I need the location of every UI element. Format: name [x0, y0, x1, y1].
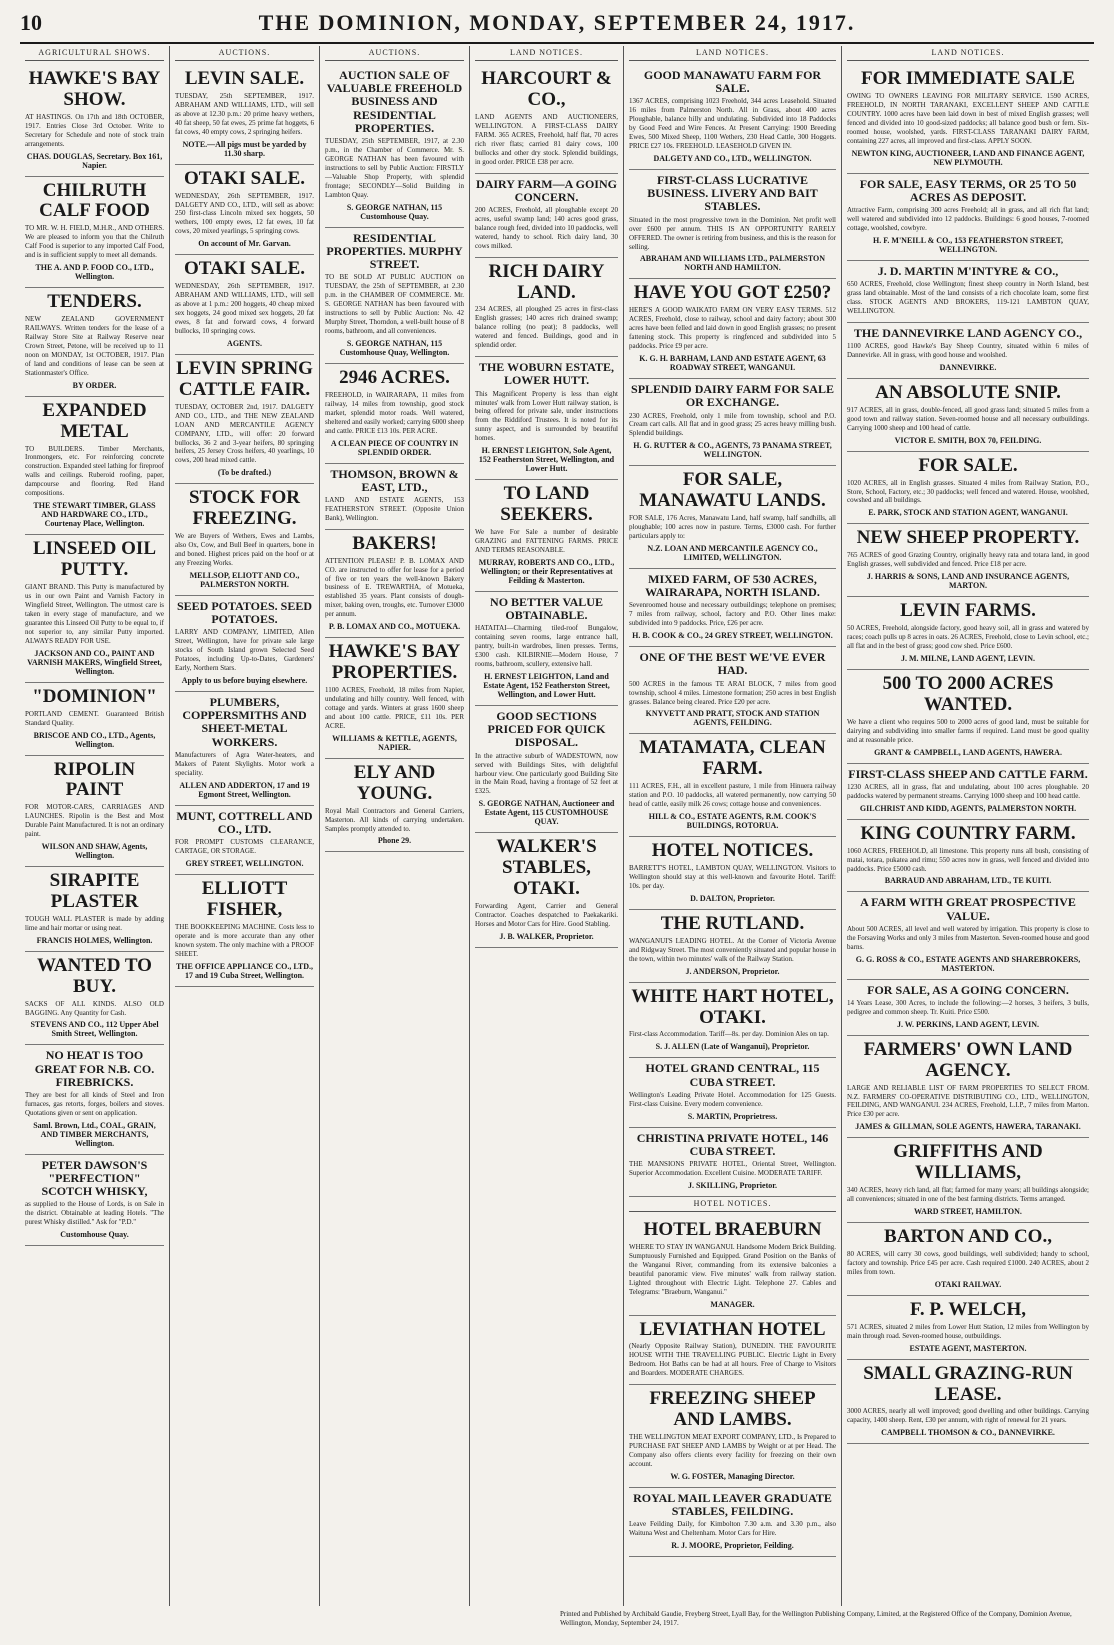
ad-heading: CHILRUTH CALF FOOD — [39, 179, 150, 222]
ad-signature: NOTE.—All pigs must be yarded by 11.30 sharp. — [182, 139, 307, 158]
ad-heading: HOTEL NOTICES. — [651, 840, 814, 862]
ad-signature: S. GEORGE NATHAN, 115 Customhouse Quay, Wellington. — [339, 338, 450, 357]
advertisement — [847, 65, 1089, 174]
ad-heading: NEW SHEEP PROPERTY. — [856, 527, 1080, 549]
ad-signature: WILLIAMS & KETTLE, AGENTS, NAPIER. — [332, 733, 457, 752]
columns — [20, 46, 1094, 1606]
masthead — [20, 8, 1094, 44]
ad-heading: OTAKI SALE. — [183, 167, 306, 189]
advertisement — [847, 597, 1089, 670]
ad-body: TUESDAY, OCTOBER 2nd, 1917. DALGETY AND CO., LTD., and THE NEW ZEALAND LOAN AND MERCANTILE AGENCY COMPANY, LTD., will offer: 20 forward bullocks, 36 2 and 3-year heifers, 80 springing heifers, 25 Jersey Cross heifers, 40 yearlings, 10 cows, 200 head mixed cattle. — [175, 402, 314, 465]
ad-heading: PETER DAWSON'S "PERFECTION" SCOTCH WHISKY, — [41, 1157, 148, 1199]
advertisement — [847, 379, 1089, 452]
ad-heading: FOR SALE. — [918, 454, 1018, 476]
advertisement — [175, 165, 314, 256]
ad-heading: FREEZING SHEEP AND LAMBS. — [649, 1388, 816, 1431]
column-4 — [470, 46, 624, 1606]
column-5 — [624, 46, 842, 1606]
ad-heading: RIPOLIN PAINT — [53, 758, 136, 801]
advertisement — [847, 452, 1089, 525]
ad-heading: MUNT, COTTRELL AND CO., LTD. — [176, 808, 313, 836]
advertisement — [475, 357, 618, 480]
ad-body: NEW ZEALAND GOVERNMENT RAILWAYS. Written tenders for the lease of a Railway Store Site at Railway Reserve near Crown Street, Petone, will be received up to 11 noon on MONDAY, 1st OCTOBER, 1917. Plan of land and conditions of lease can be seen at Stationmaster's Office. — [25, 315, 164, 377]
ad-body: About 500 ACRES, all level and well watered by irrigation. This property is close to the Forsaving Works and only 3 miles from Masterton. Seven-roomed house and good barns. — [847, 924, 1089, 951]
ad-heading: WALKER'S STABLES, OTAKI. — [496, 836, 597, 900]
ad-heading: GOOD MANAWATU FARM FOR SALE. — [643, 68, 822, 96]
ad-signature: H. ERNEST LEIGHTON, Land and Estate Agent, 152 Featherston Street, Wellington, and Lower Hutt. — [483, 672, 610, 700]
column-1 — [20, 46, 170, 1606]
advertisement — [475, 706, 618, 833]
ad-body: 500 ACRES in the famous TE ARAI BLOCK, 7 miles from good township, school 4 miles. Limestone formation; 250 acres in best English grasses. Balance being cleared. Price £20 per acre. — [629, 679, 836, 706]
ad-heading: 500 TO 2000 ACRES WANTED. — [882, 672, 1054, 715]
ad-heading: HAVE YOU GOT £250? — [633, 282, 832, 304]
advertisement — [475, 592, 618, 706]
advertisement — [847, 1036, 1089, 1139]
ad-signature: J. W. PERKINS, LAND AGENT, LEVIN. — [896, 1019, 1040, 1029]
ad-signature: NEWTON KING, AUCTIONEER, LAND AND FINANCE AGENT, NEW PLYMOUTH. — [851, 148, 1085, 167]
advertisement — [25, 535, 164, 682]
ad-heading: DAIRY FARM—A GOING CONCERN. — [476, 176, 617, 204]
ad-heading: "DOMINION" — [32, 685, 157, 707]
ad-body: FREEHOLD, in WAIRARAPA, 11 miles from railway, 14 miles from township, good stock market, splendid motor roads. Well watered, sheltered and easily worked; carrying 6000 sheep and cattle. PRICE £13 10s. PER ACRE. — [325, 390, 464, 435]
advertisement — [25, 952, 164, 1046]
ad-signature: H. F. M'NEILL & CO., 153 FEATHERSTON STREET, WELLINGTON. — [873, 235, 1063, 254]
advertisement — [847, 892, 1089, 979]
ad-signature: Apply to us before buying elsewhere. — [181, 676, 308, 686]
ad-body: THE MANSIONS PRIVATE HOTEL, Oriental Street, Wellington. Superior Accommodation. Excellent Cuisine. MODERATE TARIFF. — [629, 1160, 836, 1177]
ad-body: TO BE SOLD AT PUBLIC AUCTION on TUESDAY, the 25th of SEPTEMBER, at 2.30 p.m. in the CHAMBER OF COMMERCE. Mr. S. GEORGE NATHAN has been favoured with instructions to sell by Public Auction: No. 42 Murphy Street, Thorndon, a well-built house of 8 rooms, bathroom, and all conveniences. — [325, 273, 464, 335]
advertisement — [629, 466, 836, 569]
ad-signature: KNYVETT AND PRATT, STOCK AND STATION AGENTS, FEILDING. — [645, 709, 820, 728]
column-3 — [320, 46, 470, 1606]
ad-heading: J. D. MARTIN M'INTYRE & CO., — [877, 263, 1059, 278]
ad-signature: ESTATE AGENT, MASTERTON. — [909, 1343, 1027, 1353]
ad-body: 917 ACRES, all in grass, double-fenced, all good grass land; situated 5 miles from a good town and railway station. Seven-roomed house and all necessary outbuildings. Carrying 1000 sheep and 100 head of cattle. — [847, 405, 1089, 432]
ad-heading: KING COUNTRY FARM. — [860, 822, 1076, 844]
ad-signature: E. PARK, STOCK AND STATION AGENT, WANGANUI. — [868, 508, 1068, 518]
column-header: AGRICULTURAL SHOWS. — [25, 46, 164, 61]
advertisement — [25, 288, 164, 397]
ad-heading: 2946 ACRES. — [339, 366, 450, 388]
ad-heading: FIRST-CLASS SHEEP AND CATTLE FARM. — [848, 766, 1088, 781]
ad-signature: THE A. AND P. FOOD CO., LTD., Wellington. — [35, 263, 154, 282]
ad-signature: W. G. FOSTER, Managing Director. — [670, 1471, 795, 1481]
ad-signature: K. G. H. BARHAM, LAND AND ESTATE AGENT, 63 ROADWAY STREET, WANGANUI. — [639, 354, 826, 373]
ad-heading: BAKERS! — [352, 532, 437, 554]
ad-heading: LEVIN SPRING CATTLE FAIR. — [176, 357, 313, 400]
ad-signature: H. ERNEST LEIGHTON, Sole Agent, 152 Featherston Street, Wellington, and Lower Hutt. — [478, 446, 615, 474]
ad-heading: THE WOBURN ESTATE, LOWER HUTT. — [478, 360, 615, 388]
ad-body: WANGANUI'S LEADING HOTEL. At the Corner of Victoria Avenue and Ridgway Street. The most conveniently situated and popular house in the town, within two minutes' walk of the Railway Station. — [629, 936, 836, 963]
column-header: AUCTIONS. — [175, 46, 314, 61]
ad-signature: J. M. MILNE, LAND AGENT, LEVIN. — [900, 653, 1036, 663]
column-2 — [170, 46, 320, 1606]
ad-body: 80 ACRES, will carry 30 cows, good buildings, well subdivided; handy to school, factory and township. Price £45 per acre. Cash required £1000. 240 ACRES, about 2 miles from town. — [847, 1249, 1089, 1276]
ad-signature: Saml. Brown, Ltd., COAL, GRAIN, AND TIMBER MERCHANTS, Wellington. — [33, 1120, 156, 1148]
ad-signature: G. G. ROSS & CO., ESTATE AGENTS AND SHAREBROKERS, MASTERTON. — [855, 954, 1081, 973]
ad-body: 1020 ACRES, all in English grasses. Situated 4 miles from Railway Station, P.O., Store, School, Factory, etc.; 30 paddocks; well fenced and watered. House, woolshed, cowshed and all buildings. — [847, 478, 1089, 505]
ad-signature: THE STEWART TIMBER, GLASS AND HARDWARE CO., LTD., Courtenay Place, Wellington. — [33, 501, 156, 529]
ad-signature: BY ORDER. — [72, 380, 117, 390]
ad-heading: SEED POTATOES. SEED POTATOES. — [176, 598, 313, 627]
ad-signature: N.Z. LOAN AND MERCANTILE AGENCY CO., LIMITED, WELLINGTON. — [647, 544, 818, 562]
ad-heading: MIXED FARM, OF 530 ACRES, WAIRARAPA, NORTH ISLAND. — [645, 572, 820, 600]
ad-heading: AUCTION SALE OF VALUABLE FREEHOLD BUSINESS AND RESIDENTIAL PROPERTIES. — [326, 68, 463, 135]
ad-heading: LEVIATHAN HOTEL — [639, 1318, 826, 1340]
ad-body: Attractive Farm, comprising 300 acres Freehold; all in grass, and all rich flat land; well watered and subdivided into 12 paddocks. Buildings: 6 good houses, 7-roomed cottage, woolshed, cowbyre. — [847, 205, 1089, 232]
ad-heading: HOTEL GRAND CENTRAL, 115 CUBA STREET. — [645, 1061, 820, 1089]
advertisement — [25, 1155, 164, 1246]
advertisement — [325, 530, 464, 639]
ad-signature: A CLEAN PIECE OF COUNTRY IN SPLENDID ORDER. — [330, 438, 459, 457]
ad-signature: GREY STREET, WELLINGTON. — [185, 859, 304, 868]
advertisement — [325, 638, 464, 759]
advertisement — [25, 683, 164, 756]
advertisement — [175, 596, 314, 692]
ad-heading: THE DANNEVIRKE LAND AGENCY CO., — [853, 325, 1083, 340]
ad-body: THE WELLINGTON MEAT EXPORT COMPANY, LTD., Is Prepared to PURCHASE FAT SHEEP AND LAMBS by Weight or at per Head. The Company also offers clients every facility for freezing on their own account. — [629, 1433, 836, 1468]
page-number: 10 — [20, 10, 42, 35]
ad-body: WEDNESDAY, 26th SEPTEMBER, 1917. ABRAHAM AND WILLIAMS, LTD., will sell as above at 1 p.m.: 200 hoggets, 40 cheap mixed sex hoggets, 24 good mixed sex hoggets, 20 fat ewes, 8 fat and forward cows, 4 forward bullocks, 10 springing cows. — [175, 282, 314, 335]
ad-heading: THE RUTLAND. — [660, 912, 805, 934]
ad-signature: STEVENS AND CO., 112 Upper Abel Smith Street, Wellington. — [30, 1020, 159, 1039]
advertisement — [847, 261, 1089, 323]
ad-body: FOR PROMPT CUSTOMS CLEARANCE, CARTAGE, OR STORAGE. — [175, 838, 314, 856]
ad-heading: NO BETTER VALUE OBTAINABLE. — [490, 594, 603, 623]
advertisement — [629, 1128, 836, 1197]
ad-signature: ALLEN AND ADDERTON, 17 and 19 Egmont Street, Wellington. — [179, 780, 310, 799]
advertisement — [629, 569, 836, 647]
ad-heading: WANTED TO BUY. — [37, 954, 152, 997]
advertisement — [629, 379, 836, 466]
advertisement — [175, 255, 314, 355]
ad-body: Manufacturers of Agra Water-heaters, and Makers of Patent Skylights. Motor work a speciality. — [175, 750, 314, 777]
page-title: THE DOMINION, MONDAY, SEPTEMBER 24, 1917. — [258, 10, 856, 35]
ad-signature: H. G. RUTTER & CO., AGENTS, 73 PANAMA STREET, WELLINGTON. — [633, 441, 832, 460]
advertisement — [325, 228, 464, 364]
advertisement — [847, 1138, 1089, 1223]
column-header: LAND NOTICES. — [629, 46, 836, 61]
ad-body: FOR MOTOR-CARS, CARRIAGES AND LAUNCHES. Ripolin is the Best and Most Durable Paint Manufactured. It is not an ordinary paint. — [25, 803, 164, 839]
ad-body: LARGE AND RELIABLE LIST OF FARM PROPERTIES TO SELECT FROM. N.Z. FARMERS' CO-OPERATIVE DISTRIBUTING CO., LTD., WELLINGTON, FEILDING, AND WANGANUI. 234 ACRES, Freehold, L.I.P., 7 miles from Marton. Price £30 per acre. — [847, 1083, 1089, 1119]
ad-body: TOUGH WALL PLASTER is made by adding lime and hair mortar or using neat. — [25, 914, 164, 932]
ad-body: TUESDAY, 25th SEPTEMBER, 1917, at 2.30 p.m., in the Chamber of Commerce. Mr. S. GEORGE NATHAN has been favoured with instructions to sell by Public Auction: FIRSTLY—Valuable Shop Property, with splendid frontage; SECONDLY—Solid Building in Lambton Quay. — [325, 136, 464, 199]
ad-signature: J. ANDERSON, Proprietor. — [685, 966, 780, 976]
ad-body: GIANT BRAND. This Putty is manufactured by us in our own Paint and Varnish Factory in Wingfield Street, Wellington. The utmost care is taken in every stage of manufacture, and we guarantee this Linseed Oil Putty to be equal to, if not superior to, any similar Putty imported. ALWAYS READY FOR USE. — [25, 583, 164, 645]
ad-signature: THE OFFICE APPLIANCE CO., LTD., 17 and 19 Cuba Street, Wellington. — [175, 961, 314, 980]
ad-body: ATTENTION PLEASE! P. B. LOMAX AND CO. are instructed to offer for lease for a period of five or ten years the well-known Bakery business of E. TREWARTHA, of Motueka, established 35 years. Plant consists of dough-mixer, baking oven, troughs, etc. Turnover £3000 per annum. — [325, 556, 464, 619]
ad-signature: DANNEVIRKE. — [939, 362, 997, 372]
advertisement — [847, 764, 1089, 820]
imprint: Printed and Published by Archibald Gaudie, Freyberg Street, Lyall Bay, for the Wellington Publishing Company, Limited, at the Registered Office of the Company, Dominion Avenue, Wellington, Monday, September 24, 1917. — [560, 1610, 1072, 1628]
column-header: AUCTIONS. — [325, 46, 464, 61]
advertisement — [325, 65, 464, 228]
ad-body: HERE'S A GOOD WAIKATO FARM ON VERY EASY TERMS. 512 ACRES, Freehold, close to railway, school and dairy factory; about 300 acres have been felled and laid down in good English grasses; no present fattening stock. This property is ringfenced and subdivided into 5 paddocks. Price £9 per acre. — [629, 306, 836, 351]
ad-signature: JAMES & GILLMAN, SOLE AGENTS, HAWERA, TARANAKI. — [855, 1122, 1081, 1132]
advertisement — [629, 1216, 836, 1316]
ad-heading: FOR SALE, AS A GOING CONCERN. — [867, 982, 1069, 997]
ad-body: Leave Feilding Daily, for Kimbolton 7.30 a.m. and 3.30 p.m., also Waituna West and Cheltenham. Motor Cars for Hire. — [629, 1520, 836, 1538]
advertisement — [25, 1045, 164, 1154]
ad-heading: PLUMBERS, COPPERSMITHS AND SHEET-METAL WORKERS. — [182, 695, 307, 749]
ad-heading: ROYAL MAIL LEAVER GRADUATE STABLES, FEILDING. — [633, 1490, 832, 1518]
ad-heading: STOCK FOR FREEZING. — [188, 487, 301, 530]
ad-heading: BARTON AND CO., — [884, 1226, 1052, 1248]
ad-body: First-class Accommodation. Tariff—8s. per day. Dominion Ales on tap. — [629, 1030, 829, 1039]
ad-heading: FOR SALE, MANAWATU LANDS. — [639, 469, 826, 512]
advertisement — [629, 1385, 836, 1488]
ad-signature: JACKSON AND CO., PAINT AND VARNISH MAKERS, Wingfield Street, Wellington. — [27, 648, 162, 676]
ad-signature: FRANCIS HOLMES, Wellington. — [36, 935, 153, 945]
advertisement — [325, 364, 464, 464]
ad-signature: AGENTS. — [227, 338, 262, 348]
ad-heading: FOR IMMEDIATE SALE — [861, 68, 1075, 89]
advertisement — [847, 1296, 1089, 1360]
ad-heading: RESIDENTIAL PROPERTIES. MURPHY STREET. — [326, 230, 463, 271]
column-header: LAND NOTICES. — [475, 46, 618, 61]
ad-signature: HILL & CO., ESTATE AGENTS, R.M. COOK'S BUILDINGS, ROTORUA. — [648, 812, 817, 831]
advertisement — [175, 484, 314, 596]
ad-body: (Nearly Opposite Railway Station), DUNEDIN. THE FAVOURITE HOUSE WITH THE TRAVELLING PUBLIC. Electric Light in Every Bedroom. Hot Baths can be had at all hours. Free of Charge to Visitors and Boarders. MODERATE CHARGES. — [629, 1342, 836, 1378]
ad-signature: CHAS. DOUGLAS, Secretary. Box 161, Napier. — [26, 151, 163, 170]
ad-heading: GOOD SECTIONS PRICED FOR QUICK DISPOSAL. — [487, 709, 606, 750]
advertisement — [629, 910, 836, 983]
ad-heading: HAWKE'S BAY SHOW. — [28, 68, 161, 110]
advertisement — [175, 355, 314, 484]
ad-signature: MURRAY, ROBERTS AND CO., LTD., Wellington; or their Representatives at Feilding & Masterton. — [478, 557, 615, 585]
ad-signature: S. MARTIN, Proprietress. — [687, 1111, 778, 1121]
ad-signature: J. SKILLING, Proprietor. — [687, 1180, 778, 1190]
advertisement — [475, 258, 618, 358]
ad-body: Forwarding Agent, Carrier and General Contractor. Coaches despatched to Paekakariki. Horses and Motor Cars for Hire. Good Stabling. — [475, 902, 618, 928]
advertisement — [847, 323, 1089, 379]
ad-heading: THOMSON, BROWN & EAST, LTD., — [330, 466, 459, 494]
ad-signature: WILSON AND SHAW, Agents, Wellington. — [41, 842, 148, 861]
ad-body: 1100 ACRES, good Hawke's Bay Sheep Country, situated within 6 miles of Dannevirke. All in grass, with good house and woolshed. — [847, 342, 1089, 359]
ad-heading: F. P. WELCH, — [910, 1298, 1026, 1320]
ad-signature: ABRAHAM AND WILLIAMS LTD., PALMERSTON NORTH AND HAMILTON. — [639, 254, 826, 273]
advertisement — [847, 1223, 1089, 1296]
ad-body: PORTLAND CEMENT. Guaranteed British Standard Quality. — [25, 709, 164, 727]
advertisement — [847, 1360, 1089, 1445]
ad-body: LARRY AND COMPANY, LIMITED, Allen Street, Wellington, have for private sale large stocks of South Island grown Selected Seed Potatoes, including Up-to-Dates, Gardeners' Early, Northern Stars. — [175, 628, 314, 673]
ad-body: BARRETT'S HOTEL, LAMBTON QUAY, WELLINGTON. Visitors to Wellington should stay at this well-known and favourite Hotel. Tariff: 10s. per day. — [629, 864, 836, 890]
ad-body: We have a client who requires 500 to 2000 acres of good land, must be suitable for dairying and subdividing into smaller farms if required. Land must be good quality and at reasonable price. — [847, 717, 1089, 744]
ad-heading: ELY AND YOUNG. — [353, 761, 436, 804]
advertisement — [629, 1488, 836, 1557]
advertisement — [629, 734, 836, 837]
advertisement — [475, 833, 618, 948]
ad-body: 1230 ACRES, all in grass, flat and undulating, about 100 acres ploughable. 20 paddocks watered by permanent streams. Carrying 1000 sheep and 100 head cattle. — [847, 782, 1089, 800]
ad-heading: TENDERS. — [47, 291, 142, 313]
ad-body: as supplied to the House of Lords, is on Sale in the district. Obtainable at leading Hotels. "The purest Whisky distilled." Ask for "P.D." — [25, 1200, 164, 1227]
ad-heading: NO HEAT IS TOO GREAT FOR N.B. CO. FIREBRICKS. — [34, 1048, 155, 1089]
advertisement — [175, 65, 314, 165]
advertisement — [25, 65, 164, 177]
ad-signature: GRANT & CAMPBELL, LAND AGENTS, HAWERA. — [874, 747, 1062, 757]
ad-signature: S. GEORGE NATHAN, 115 Customhouse Quay. — [346, 202, 443, 221]
advertisement — [25, 756, 164, 868]
ad-heading: SIRAPITE PLASTER — [49, 870, 140, 912]
ad-signature: H. B. COOK & CO., 24 GREY STREET, WELLINGTON. — [632, 631, 833, 641]
ad-body: Wellington's Leading Private Hotel. Accommodation for 125 Guests. First-class Cuisine. Every modern convenience. — [629, 1090, 836, 1108]
advertisement — [629, 279, 836, 379]
ad-heading: A FARM WITH GREAT PROSPECTIVE VALUE. — [860, 895, 1076, 923]
advertisement — [847, 174, 1089, 261]
ad-heading: HARCOURT & CO., — [481, 68, 612, 110]
ad-body: WHERE TO STAY IN WANGANUI. Handsome Modern Brick Building. Sumptuously Furnished and Equipped. Grand Position on the Banks of the Wanganui River, commanding from its extensive balconies a beautiful panoramic view. Five minutes' walk from railway station. Lighted throughout with Electric Light. Telephone 27. Cables and Telegrams: "Braeburn, Wanganui." — [629, 1242, 836, 1296]
ad-body: 3000 ACRES, nearly all well improved; good dwelling and other buildings. Carrying capacity, 1400 sheep. Rent, £30 per annum, with right of renewal for 21 years. — [847, 1407, 1089, 1425]
advertisement — [25, 177, 164, 289]
ad-signature: On account of Mr. Garvan. — [198, 239, 291, 249]
ad-heading: HAWKE'S BAY PROPERTIES. — [328, 641, 461, 684]
ad-signature: MANAGER. — [710, 1299, 755, 1309]
ad-heading: GRIFFITHS AND WILLIAMS, — [893, 1141, 1043, 1184]
column-header: LAND NOTICES. — [847, 46, 1089, 61]
advertisement — [629, 983, 836, 1059]
ad-signature: BARRAUD AND ABRAHAM, LTD., TE KUITI. — [884, 876, 1052, 886]
ad-heading: HOTEL BRAEBURN — [643, 1218, 822, 1240]
ad-heading: WHITE HART HOTEL, OTAKI. — [631, 985, 834, 1028]
ad-body: TO MR. W. H. FIELD, M.H.R., AND OTHERS. We are pleased to inform you that the Chilruth Calf Food is superior to any imported Calf Food, and is in sufficient supply to meet all demands. — [25, 224, 164, 260]
ad-body: We are Buyers of Wethers, Ewes and Lambs, also Ox, Cow, and Bull Beef in quarters, bone in and boned. Highest prices paid on the hoof or at any Freezing Works. — [175, 532, 314, 568]
advertisement — [629, 65, 836, 170]
advertisement — [847, 820, 1089, 893]
advertisement — [25, 397, 164, 536]
ad-signature: Phone 29. — [377, 836, 412, 846]
ad-heading: LEVIN SALE. — [184, 68, 305, 89]
advertisement — [847, 524, 1089, 597]
ad-heading: OTAKI SALE. — [183, 258, 306, 280]
ad-heading: FOR SALE, EASY TERMS, OR 25 TO 50 ACRES AS DEPOSIT. — [859, 176, 1077, 204]
ad-body: TUESDAY, 25th SEPTEMBER, 1917. ABRAHAM AND WILLIAMS, LTD., will sell as above at 12.30 p.m.: 20 prime heavy wethers, 40 fat sheep, 50 fat ewes, 25 prime fat hoggets, 6 fat cows, 40 empty cows, 2 springing heifers. — [175, 91, 314, 136]
ad-body: TO BUILDERS. Timber Merchants, Ironmongers, etc. For reinforcing concrete construction. Expanded steel lathing for fireproof walls and ceilings. Ruberoid roofing, paper, dampcourse and flooring. Red Hand compositions. — [25, 444, 164, 498]
ad-signature: S. GEORGE NATHAN, Auctioneer and Estate Agent, 115 CUSTOMHOUSE QUAY. — [478, 799, 615, 827]
column-7 — [842, 46, 1094, 1606]
ad-signature: WARD STREET, HAMILTON. — [914, 1207, 1022, 1217]
advertisement — [25, 867, 164, 952]
ad-signature: J. HARRIS & SONS, LAND AND INSURANCE AGENTS, MARTON. — [866, 572, 1070, 591]
ad-heading: CHRISTINA PRIVATE HOTEL, 146 CUBA STREET. — [636, 1130, 829, 1158]
ad-body: LAND AND ESTATE AGENTS, 153 FEATHERSTON STREET. (Opposite Union Bank), Wellington. — [325, 495, 464, 522]
ad-heading: LEVIN FARMS. — [900, 600, 1036, 622]
ad-body: 340 ACRES, heavy rich land, all flat; farmed for many years; all buildings alongside; all conveniences; situated in one of the best farming districts. Terms arranged. — [847, 1186, 1089, 1204]
ad-body: THE BOOKKEEPING MACHINE. Costs less to operate and is more accurate than any other known system. The only machine with a PROOF SHEET. — [175, 922, 314, 958]
ad-body: LAND AGENTS AND AUCTIONEERS, WELLINGTON. A FIRST-CLASS DAIRY FARM. 365 ACRES, Freehold, half flat, 70 acres rich river flats; carried 81 dairy cows, 100 bullocks and other dry stock. Splendid buildings, in good order. PRICE £38 per acre. — [475, 112, 618, 166]
ad-body: 200 ACRES, Freehold, all ploughable except 20 acres, useful swamp land; 140 acres good grass, balance rough feed, divided into 10 paddocks, well watered, handy to school. Rich dairy land, 30 cows milked. — [475, 205, 618, 250]
ad-body: 650 ACRES, Freehold, close Wellington; finest sheep country in North Island, best grass land obtainable. Most of the land consists of a rich chocolate loam, some first class. STOCK AGENTS AND BROKERS, 119-121 LAMBTON QUAY, WELLINGTON. — [847, 280, 1089, 315]
advertisement — [629, 1316, 836, 1386]
ad-heading: FIRST-CLASS LUCRATIVE BUSINESS. LIVERY AND BAIT STABLES. — [647, 173, 818, 214]
ad-signature: S. J. ALLEN (Late of Wanganui), Proprietor. — [655, 1042, 810, 1052]
ad-body: AT HASTINGS. On 17th and 18th OCTOBER, 1917. Entries Close 3rd October. Write to Secretary for Schedule and note of stock train arrangements. — [25, 112, 164, 148]
ad-body: In the attractive suburb of WADESTOWN, now served with Buildings Sites, with delightful harbour view. One particularly good Building Site in the Main Road, having a frontage of 52 feet at £325. — [475, 751, 618, 796]
ad-body: This Magnificent Property is less than eight minutes' walk from Lower Hutt railway station, is being offered for private sale, under instructions from the Riddiford Trustees. It is noted for its sunny aspect, and is surrounded by beautiful homes. — [475, 389, 618, 443]
ad-body: 230 ACRES, Freehold, only 1 mile from township, school and P.O. Cream cart calls. All flat and in good grass; 25 acres heavy milling bush. Splendid buildings. — [629, 411, 836, 438]
ad-body: Situated in the most progressive town in the Dominion. Net profit well over £600 per annum. THIS IS AN OPPORTUNITY RARELY OFFERED. The owner is retiring from business, and this is the reason for selling. — [629, 215, 836, 251]
ad-heading: MATAMATA, CLEAN FARM. — [639, 737, 826, 780]
ad-signature: MELLSOP, ELIOTT AND CO., PALMERSTON NORTH. — [189, 570, 300, 589]
advertisement — [629, 1058, 836, 1127]
ad-body: SACKS OF ALL KINDS. ALSO OLD BAGGING. Any Quantity for Cash. — [25, 999, 164, 1017]
ad-signature: D. DALTON, Proprietor. — [690, 893, 775, 903]
ad-heading: RICH DAIRY LAND. — [488, 260, 605, 303]
ad-heading: LINSEED OIL PUTTY. — [32, 538, 157, 581]
ad-signature: J. B. WALKER, Proprietor. — [499, 931, 594, 941]
advertisement — [475, 480, 618, 592]
ad-body: OWING TO OWNERS LEAVING FOR MILITARY SERVICE. 1590 ACRES, FREEHOLD, IN NORTH TARANAKI, EXCELLENT SHEEP AND CATTLE COUNTRY. 1000 acres have been laid down in best of mixed English grasses; well fenced and divided into 10 good-sized paddocks; all balance good bush or fern. Six-roomed house, woolshed, yards. FIRST-CLASS TARANAKI DAIRY FARM, containing 227 acres, all improved and first-class. APPLY SOON. — [847, 91, 1089, 145]
ad-heading: AN ABSOLUTE SNIP. — [875, 381, 1061, 403]
advertisement — [325, 759, 464, 853]
advertisement — [175, 692, 314, 806]
advertisement — [175, 806, 314, 875]
column-header: HOTEL NOTICES. — [629, 1197, 836, 1212]
ad-heading: SMALL GRAZING-RUN LEASE. — [863, 1362, 1073, 1405]
ad-heading: ELLIOTT FISHER, — [201, 878, 288, 920]
ad-body: WEDNESDAY, 26th SEPTEMBER, 1917. DALGETY AND CO., LTD., will sell as above: 250 first-class Lincoln mixed sex hoggets, 50 wethers, 100 empty ewes, 12 fat ewes, 10 fat cows, 20 mixed yearlings, 5 springing cows. — [175, 191, 314, 236]
ad-body: They are best for all kinds of Steel and Iron furnaces, gas retorts, forges, boilers and stoves. Quotations given or sent on application. — [25, 1091, 164, 1117]
ad-body: 111 ACRES, F.H., all in excellent pasture, 1 mile from Hinuera railway station and P.O. 10 paddocks, all watered permanently, now carrying 50 head of cattle, easily milk 26 cows; cottage house and conveniences. — [629, 782, 836, 809]
ad-signature: P. B. LOMAX AND CO., MOTUEKA. — [328, 622, 461, 632]
advertisement — [475, 174, 618, 258]
ad-heading: ONE OF THE BEST WE'VE EVER HAD. — [639, 650, 826, 678]
ad-heading: SPLENDID DAIRY FARM FOR SALE OR EXCHANGE. — [631, 382, 834, 410]
ad-signature: OTAKI RAILWAY. — [934, 1279, 1002, 1289]
ad-body: 50 ACRES, Freehold, alongside factory, good heavy soil, all in grass and watered by races; coach pulls up 8 acres in oats. 26 ACRES, Freehold, close to Levin school, etc.; all flat and in the best of grass; good cow shed. Price £600. — [847, 624, 1089, 651]
advertisement — [847, 670, 1089, 764]
ad-body: 1100 ACRES, Freehold, 18 miles from Napier, undulating and hilly country. Well fenced, with cottage and yards. Winters at grass 1600 sheep and about 100 cattle. PRICE, £11 10s. PER ACRE. — [325, 686, 464, 730]
ad-signature: R. J. MOORE, Proprietor, Feilding. — [671, 1541, 794, 1551]
advertisement — [325, 464, 464, 530]
ad-heading: EXPANDED METAL — [42, 399, 147, 442]
advertisement — [475, 65, 618, 174]
ad-body: Sevenroomed house and necessary outbuildings; telephone on premises; 7 miles from railway, school, factory and P.O. Other lines make: subdivided into 9 paddocks. Price, £26 per acre. — [629, 601, 836, 628]
ad-body: 234 ACRES, all ploughed 25 acres in first-class English grasses; 140 acres rich drained swamp; balance rolling (no peat); 8 paddocks, well watered and fenced. Buildings, good and in splendid order. — [475, 305, 618, 350]
ad-body: We have For Sale a number of desirable GRAZING and FATTENING FARMS. PRICE AND TERMS REASONABLE. — [475, 528, 618, 554]
advertisement — [629, 170, 836, 279]
ad-body: 571 ACRES, situated 2 miles from Lower Hutt Station, 12 miles from Wellington by main through road. Seven-roomed house, outbuildings. — [847, 1322, 1089, 1340]
ad-body: 14 Years Lease, 300 Acres, to include the following:—2 horses, 3 heifers, 3 bulls, pedigree and common sheep. Tr. Kuiti. Price £500. — [847, 998, 1089, 1016]
ad-signature: VICTOR E. SMITH, BOX 70, FEILDING. — [894, 435, 1042, 445]
ad-signature: CAMPBELL THOMSON & CO., DANNEVIRKE. — [881, 1428, 1055, 1438]
ad-body: 1060 ACRES, FREEHOLD, all limestone. This property runs all bush, consisting of matai, totara, pukatea and rimu; 550 acres now in grass, well fenced and divided into paddocks. Price £5000 cash. — [847, 846, 1089, 873]
ad-body: 1367 ACRES, comprising 1023 Freehold, 344 acres Leasehold. Situated 16 miles from Palmerston North. All in Grass, about 400 acres Ploughable, balance hilly and undulating. Subdivided into 18 Paddocks by Good Feed and Wire Fences. At Present Carrying: 1900 Breeding Ewes, 500 Mixed Sheep, 1100 Wethers, 230 Head Cattle, 300 Hoggets. PRICE £27 10s. FREEHOLD. LEASEHOLD GIVEN IN. — [629, 97, 836, 151]
ad-body: 765 ACRES of good Grazing Country, originally heavy rata and totara land, in good English grasses, well subdivided and fenced. Price £18 per acre. — [847, 551, 1089, 569]
ad-signature: DALGETY AND CO., LTD., WELLINGTON. — [653, 154, 812, 164]
ad-heading: FARMERS' OWN LAND AGENCY. — [863, 1038, 1073, 1081]
ad-signature: BRISCOE AND CO., LTD., Agents, Wellington. — [33, 730, 156, 749]
ad-body: HATAITAI—Charming tiled-roof Bungalow, containing seven rooms, large entrance hall, pantry, built-in wardrobes, linen presses. Terms, £300 cash. KILBIRNIE—Modern House, 7 rooms, bathroom, scullery, extensive hall. — [475, 624, 618, 669]
ad-signature: GILCHRIST AND KIDD, AGENTS, PALMERSTON NORTH. — [859, 803, 1077, 813]
ad-signature: (To be drafted.) — [217, 468, 272, 478]
advertisement — [629, 647, 836, 734]
advertisement — [175, 875, 314, 987]
ad-heading: TO LAND SEEKERS. — [500, 483, 593, 526]
advertisement — [847, 980, 1089, 1036]
ad-signature: Customhouse Quay. — [60, 1230, 129, 1240]
ad-body: Royal Mail Contractors and General Carriers, Masterton. All kinds of carrying undertaken. Samples promptly attended to. — [325, 806, 464, 833]
advertisement — [629, 837, 836, 910]
ad-body: FOR SALE, 176 Acres, Manawatu Land, half swamp, half sandhills, all ploughable; 100 acres now in pasture. Terms, £3000 cash. For further particulars apply to: — [629, 514, 836, 541]
